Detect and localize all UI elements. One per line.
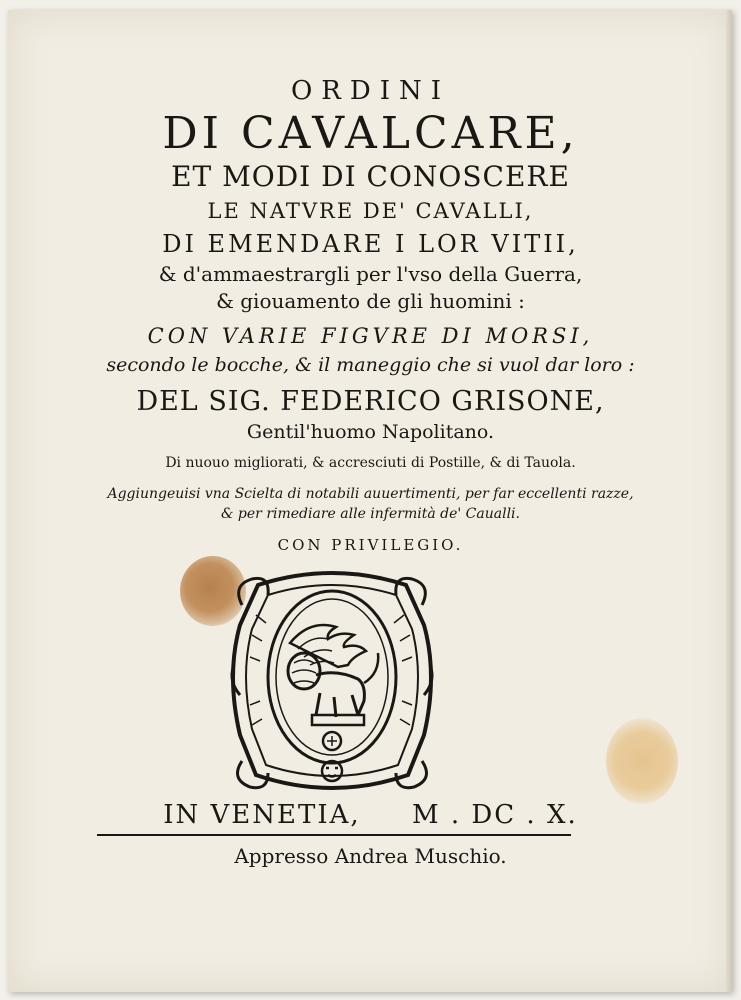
author-description: Gentil'huomo Napolitano. (246, 421, 495, 443)
additions-note: Di nuouo migliorati, & accresciuti di Postille, & di Tauola. (165, 455, 576, 471)
imprint-rule (97, 834, 571, 836)
winged-lion-printer-device-icon (228, 565, 436, 795)
foxing-stain (606, 718, 678, 804)
imprint-place-date: IN VENETIA, M . DC . X. (163, 800, 578, 830)
subtitle-line-morsi: CON VARIE FIGVRE DI MORSI, (147, 324, 594, 348)
title-line-conoscere: ET MODI DI CONOSCERE (171, 160, 570, 193)
imprint-printer: Appresso Andrea Muschio. (234, 844, 507, 868)
title-line-giouamento: & giouamento de gli huomini : (216, 289, 525, 313)
title-line-guerra: & d'ammaestrargli per l'vso della Guerra, (158, 262, 583, 286)
author-name: DEL SIG. FEDERICO GRISONE, (136, 386, 605, 417)
title-line-nature: LE NATVRE DE' CAVALLI, (207, 199, 534, 223)
title-line-ordini: ORDINI (290, 76, 451, 106)
subtitle-line-bocche: secondo le bocche, & il maneggio che si vuol dar loro : (106, 354, 635, 376)
title-line-cavalcare: DI CAVALCARE, (162, 108, 579, 159)
appendix-note-line1: Aggiungeuisi vna Scielta di notabili auuertimenti, per far eccellenti razze, (107, 486, 634, 502)
privilege-statement: CON PRIVILEGIO. (277, 536, 464, 554)
appendix-note-line2: & per rimediare alle infermità de' Caualli. (221, 506, 520, 522)
title-line-vitii: DI EMENDARE I LOR VITII, (162, 230, 579, 258)
